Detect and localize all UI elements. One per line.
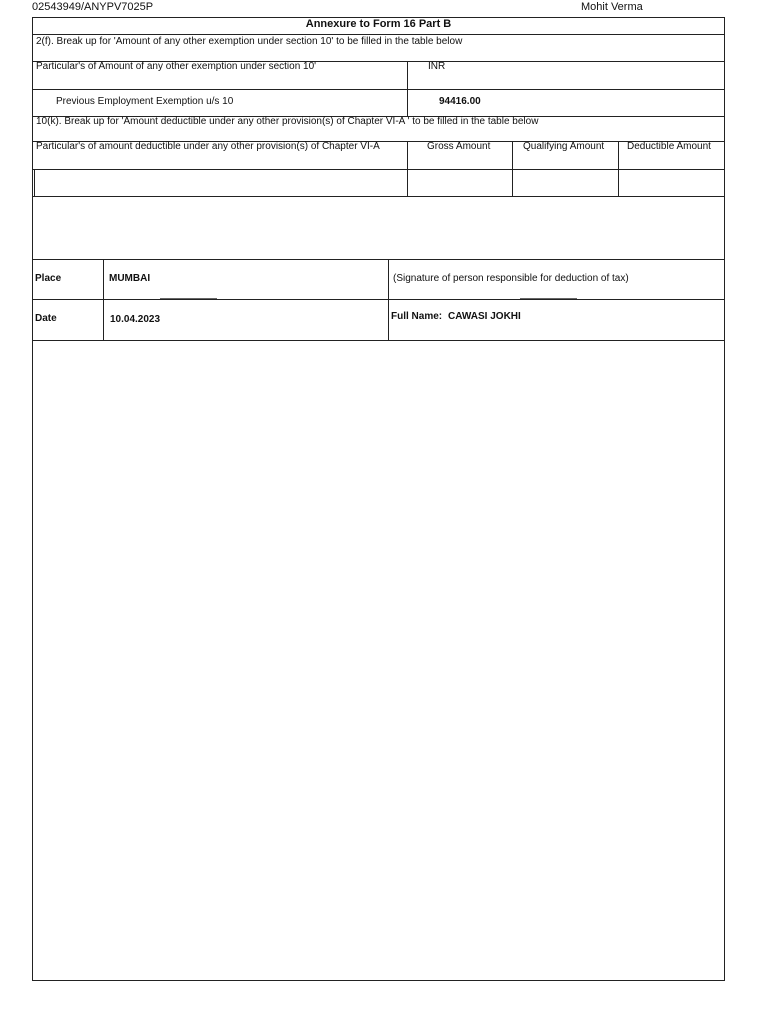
divider <box>32 196 725 197</box>
section-2f-inr-header: INR <box>428 61 446 72</box>
row-border <box>34 169 35 196</box>
deductible-amount-header: Deductible Amount <box>627 141 711 152</box>
divider <box>32 259 725 260</box>
divider <box>32 169 725 170</box>
place-value: MUMBAI <box>109 273 151 284</box>
divider <box>32 89 725 90</box>
form-title: Annexure to Form 16 Part B <box>305 18 452 30</box>
date-value: 10.04.2023 <box>110 314 161 325</box>
section-2f-heading: 2(f). Break up for 'Amount of any other exemption under section 10' to be filled in the table below <box>36 36 463 47</box>
document-reference: 02543949/ANYPV7025P <box>32 1 154 13</box>
employee-name: Mohit Verma <box>581 1 643 13</box>
full-name-value: CAWASI JOKHI <box>448 311 521 322</box>
form-frame <box>32 17 725 981</box>
divider <box>32 340 725 341</box>
gross-amount-header: Gross Amount <box>427 141 491 152</box>
divider <box>32 34 725 35</box>
full-name-label: Full Name: <box>391 311 443 322</box>
section-2f-particulars-header: Particular's of Amount of any other exemption under section 10' <box>36 61 317 72</box>
exemption-particular: Previous Employment Exemption u/s 10 <box>56 96 234 107</box>
section-10k-particulars-header: Particular's of amount deductible under any other provision(s) of Chapter VI-A <box>36 141 380 152</box>
divider <box>32 299 725 300</box>
section-10k-heading: 10(k). Break up for 'Amount deductible under any other provision(s) of Chapter VI-A ' to be filled in the table below <box>36 116 539 127</box>
qualifying-amount-header: Qualifying Amount <box>523 141 605 152</box>
place-label: Place <box>35 273 62 284</box>
date-label: Date <box>35 313 57 324</box>
signature-note: (Signature of person responsible for deduction of tax) <box>393 273 629 284</box>
exemption-amount: 94416.00 <box>439 96 481 107</box>
